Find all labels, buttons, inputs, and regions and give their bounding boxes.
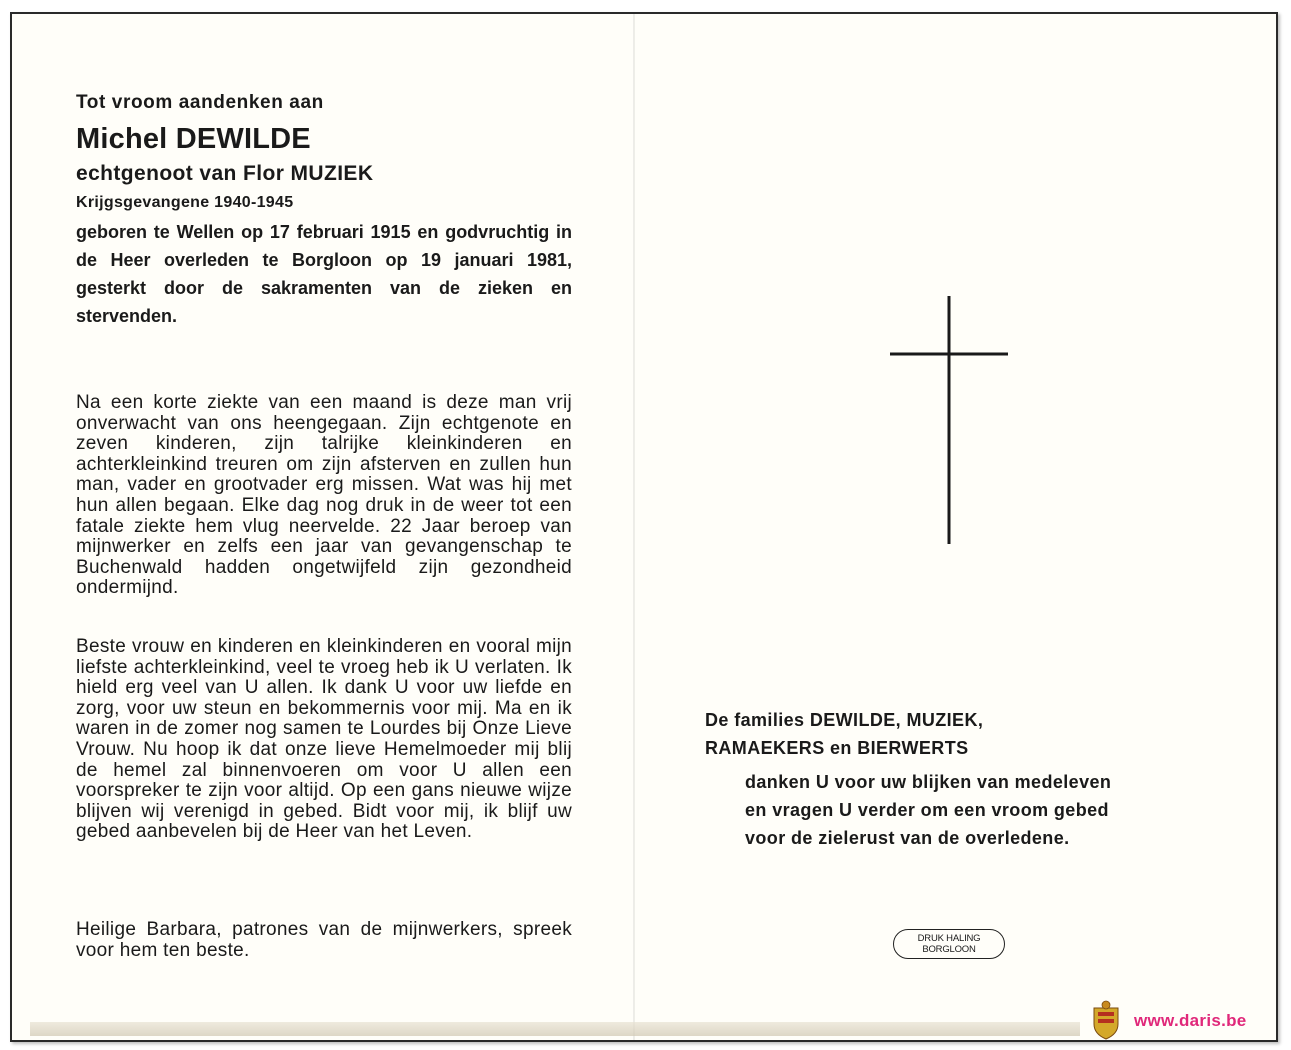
families-line-1: De families DEWILDE, MUZIEK, — [705, 710, 984, 730]
deceased-name: Michel DEWILDE — [76, 123, 311, 155]
thanks-line-2: en vragen U verder om een vroom gebed — [745, 800, 1109, 820]
intro-line: Tot vroom aandenken aan — [76, 92, 324, 113]
prisoner-of-war-line: Krijgsgevangene 1940-1945 — [76, 194, 294, 211]
paragraph-2: Beste vrouw en kinderen en kleinkinderen en vooral mijn liefste achterkleinkind, veel te vroeg heb ik U verlaten. Ik hield erg veel van U allen. Ik dank U voor uw liefde en zorg, voor uw steun en bekommernis voor mij. Ma en ik waren in de zomer nog samen te Lourdes bij Onze Lieve Vrouw. Nu hoop ik dat onze lieve Hemelmoeder mij blij de hemel zal binnenvoeren om voor U allen een voorspreker te zijn voor altijd. Op een gans nieuwe wijze blijven wij verenigd in gebed. Bidt voor mij, ik blijf uw gebed aanbevelen bij de Heer van het Leven. — [76, 636, 572, 843]
card-bottom-edge — [30, 1022, 1080, 1036]
cross-icon — [888, 296, 1012, 544]
printer-stamp — [893, 929, 1005, 959]
biography-text: geboren te Wellen op 17 februari 1915 en godvruchtig in de Heer overleden te Borgloon op 19 januari 1981, gesterkt door de sakramenten van de zieken en stervenden. — [76, 222, 572, 326]
printer-line-1: DRUK HALING — [917, 933, 981, 944]
watermark — [1090, 1000, 1285, 1040]
left-page-header — [76, 92, 572, 330]
printer-line-2: BORGLOON — [922, 944, 976, 955]
paragraph-1: Na een korte ziekte van een maand is deze man vrij onverwacht van ons heengegaan. Zijn echtgenote en zeven kinderen, zijn talrijke kleinkinderen en achterkleinkind treuren om zijn afsterven en zullen hun man, vader en grootvader erg missen. Wat was hij met hun allen begaan. Elke dag nog druk in de weer tot een fatale ziekte hem vlug neervelde. 22 Jaar beroep van mijnwerker en zelfs een jaar van gevangenschap te Buchenwald hadden ongetwijfeld zijn gezondheid ondermijnd. — [76, 392, 572, 599]
thanks-line-3: voor de zielerust van de overledene. — [745, 828, 1070, 848]
thanks-block — [705, 706, 1225, 852]
spouse-line: echtgenoot van Flor MUZIEK — [76, 162, 374, 185]
thanks-line-1: danken U voor uw blijken van medeleven — [745, 772, 1112, 792]
coat-of-arms-icon — [1090, 1000, 1122, 1040]
watermark-url[interactable]: www.daris.be — [1134, 1011, 1247, 1030]
paragraph-3: Heilige Barbara, patrones van de mijnwerkers, spreek voor hem ten beste. — [76, 919, 572, 961]
gratitude-text — [745, 768, 1225, 852]
families-line-2: RAMAEKERS en BIERWERTS — [705, 738, 969, 758]
fold-line — [633, 14, 635, 1040]
